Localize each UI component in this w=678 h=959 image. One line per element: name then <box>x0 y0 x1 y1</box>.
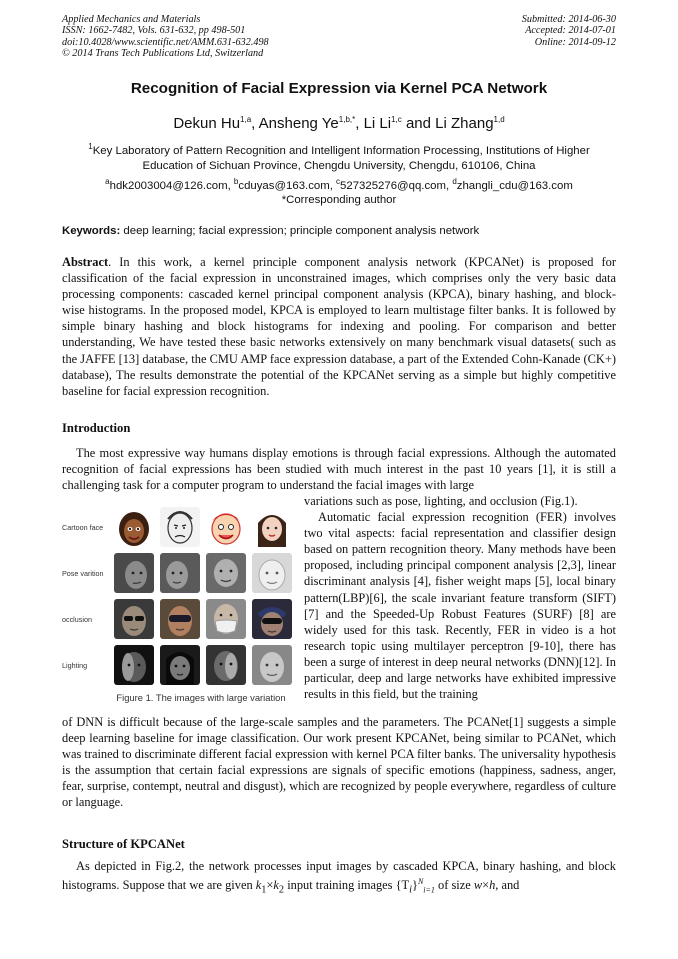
journal-info <box>62 14 269 60</box>
row-label: Pose varition <box>62 569 104 578</box>
figure-row-occlusion <box>62 599 300 643</box>
abstract-text: . In this work, a kernel principle component analysis network (KPCANet) is proposed for classification of the facial expression in unconstrained images, which comprises only the very basic data processing components: cascaded kernel principal component analysis (KPCA), binary hashing, and block-wise histograms. In the proposed model, KPCA is employed to learn multistage filter banks. It is followed by simple binary hashing and block histograms for indexing and pooling. For comparison and better understanding, We have tested these basic networks extensively on many benchmark visual datasets( such as the JAFFE [13] database, the CMU AMP face expression database, a part of the Extended Cohn-Kanade (CK+) database), The results demonstrate the potential of the KPCANet serving as a simple but highly competitive baseline for facial expression recognition. <box>62 255 616 398</box>
journal-line: ISSN: 1662-7482, Vols. 631-632, pp 498-501 <box>62 25 246 37</box>
structure-text: input training images <box>284 878 396 893</box>
author-sep: , <box>355 115 364 132</box>
math-sup: N <box>417 877 424 887</box>
affiliation-text: Key Laboratory of Pattern Recognition and Intelligent Information Processing, Institutions of Higher Education of Sichuan Province, Chengdu University, Chengdu, 610106, China <box>92 144 590 172</box>
keywords-label: Keywords: <box>62 225 121 237</box>
email-sup: a <box>105 177 110 186</box>
corresponding-note: *Corresponding author <box>281 193 397 206</box>
intro-paragraph-2-cont: of DNN is difficult because of the large-scale samples and the parameters. The PCANet[1] suggests a simple deep learning baseline for image classification. Our work present KPCANet, being similar to PCANet, which was trained to discriminate different facial expression with kernel PCA filter banks. The universality hypothesis is the assumption that certain facial expressions are signals of specific emotions (happiness, sadness, anger, fear, surprise, contempt, neutral and disgust), which are recognized by people everywhere, regardless of culture or language. <box>62 715 616 810</box>
author-name: Dekun Hu <box>173 115 241 132</box>
email-link[interactable]: 527325276@qq.com, <box>340 179 453 192</box>
math-times: × <box>266 878 274 893</box>
author-name: Ansheng Ye <box>258 115 339 132</box>
math-w: w <box>473 878 483 893</box>
pose-face-image <box>252 553 292 593</box>
author-sep: , <box>251 115 259 132</box>
author-name: Li Zhang <box>435 115 494 132</box>
affiliation <box>62 139 616 174</box>
author-sup: 1,b,* <box>338 115 356 124</box>
journal-line: © 2014 Trans Tech Publications Ltd, Switzerland <box>62 48 264 60</box>
math-sub: i <box>409 884 412 896</box>
email-link[interactable]: hdk2003004@126.com, <box>109 179 234 192</box>
figure-1 <box>62 507 300 707</box>
structure-text: of size <box>434 878 474 893</box>
occluded-face-image <box>252 599 292 639</box>
intro-right-column <box>304 493 616 702</box>
cartoon-face-image <box>206 507 246 547</box>
email-sup: d <box>452 177 457 186</box>
date-line: Accepted: 2014-07-01 <box>525 25 616 37</box>
math-sub: i=1 <box>423 885 435 895</box>
cartoon-face-image <box>252 507 292 547</box>
paper-title: Recognition of Facial Expression via Kernel PCA Network <box>130 80 548 97</box>
occluded-face-image <box>114 599 154 639</box>
structure-text: , and <box>495 878 520 893</box>
lighting-face-image <box>252 645 292 685</box>
email-list <box>62 175 616 207</box>
structure-paragraph <box>62 858 616 899</box>
date-line: Submitted: 2014-06-30 <box>521 14 616 25</box>
structure-heading: Structure of KPCANet <box>62 837 185 851</box>
math-set: } <box>412 878 418 893</box>
figure-row-pose <box>62 553 300 597</box>
author-sup: 1,a <box>240 115 252 124</box>
author-sup: 1,c <box>391 115 402 124</box>
math-h: h <box>489 878 496 893</box>
math-k: k <box>273 878 279 893</box>
email-link[interactable]: zhangli_cdu@163.com <box>456 179 573 192</box>
keywords-text: deep learning; facial expression; principle component analysis network <box>120 225 480 237</box>
math-sub: 1 <box>261 884 267 896</box>
pose-face-image <box>206 553 246 593</box>
intro-paragraph-2: Automatic facial expression recognition (FER) involves two vital aspects: facial representation and classifier design based on pattern recognition theory. Many methods have been proposed, including principal component analysis [2,3], linear discriminant analysis [4], fisher weight maps [5], local binary pattern(LBP)[6], the scale invariant feature transform (SIFT) [7] and the Speeded-Up Robust Features (SURF) [8] are widely used for this task. Recently, FER in video is a hot research topic using multilayer perceptron [9-10], there has been a surge of interest in deep neural networks (DNN)[12]. In particular, deep and large networks have exhibited impressive results in this field, but the training <box>304 510 616 702</box>
math-times: × <box>482 878 490 893</box>
author-sep: and <box>401 115 436 132</box>
abstract <box>62 254 616 399</box>
occluded-face-image <box>160 599 200 639</box>
lighting-face-image <box>206 645 246 685</box>
abstract-label: Abstract <box>62 255 109 269</box>
math-k: k <box>255 878 262 893</box>
row-label: Lighting <box>62 661 88 670</box>
intro-paragraph-1-end: variations such as pose, lighting, and occlusion (Fig.1). <box>304 494 578 508</box>
introduction-heading: Introduction <box>62 421 131 435</box>
occluded-face-image <box>206 599 246 639</box>
keywords <box>62 225 616 237</box>
journal-line: doi:10.4028/www.scientific.net/AMM.631-632.498 <box>62 36 269 48</box>
cartoon-face-image <box>114 507 154 547</box>
author-name: Li Li <box>363 115 392 132</box>
cartoon-face-image <box>160 507 200 547</box>
affiliation-sup: 1 <box>88 142 93 151</box>
submission-dates <box>522 14 616 48</box>
figure-row-lighting <box>62 645 300 689</box>
date-line: Online: 2014-09-12 <box>534 36 616 48</box>
row-label: occlusion <box>62 615 92 624</box>
figure-caption: Figure 1. The images with large variation <box>116 692 286 703</box>
pose-face-image <box>114 553 154 593</box>
email-link[interactable]: cduyas@163.com, <box>238 179 337 192</box>
intro-paragraph-1: The most expressive way humans display emotions is through facial expressions. Although the automated recognition of facial expressions has been studied with much interest in the past 10 years [1], it is still a challenging task for a computer program to understand the facial images with large <box>62 446 616 493</box>
row-label: Cartoon face <box>62 523 104 532</box>
math-sub: 2 <box>278 884 285 896</box>
email-sup: c <box>336 177 341 186</box>
pose-face-image <box>160 553 200 593</box>
email-sup: b <box>233 177 239 186</box>
math-set: {T <box>395 878 410 893</box>
lighting-face-image <box>114 645 154 685</box>
journal-line: Applied Mechanics and Materials <box>62 14 201 25</box>
structure-text: As depicted in Fig.2, the network processes input images by cascaded KPCA, binary hashing, and block histograms. Suppose that we are given <box>62 859 616 893</box>
lighting-face-image <box>160 645 200 685</box>
author-sup: 1,d <box>493 115 505 124</box>
author-list <box>62 115 616 132</box>
figure-row-cartoon <box>62 507 300 551</box>
